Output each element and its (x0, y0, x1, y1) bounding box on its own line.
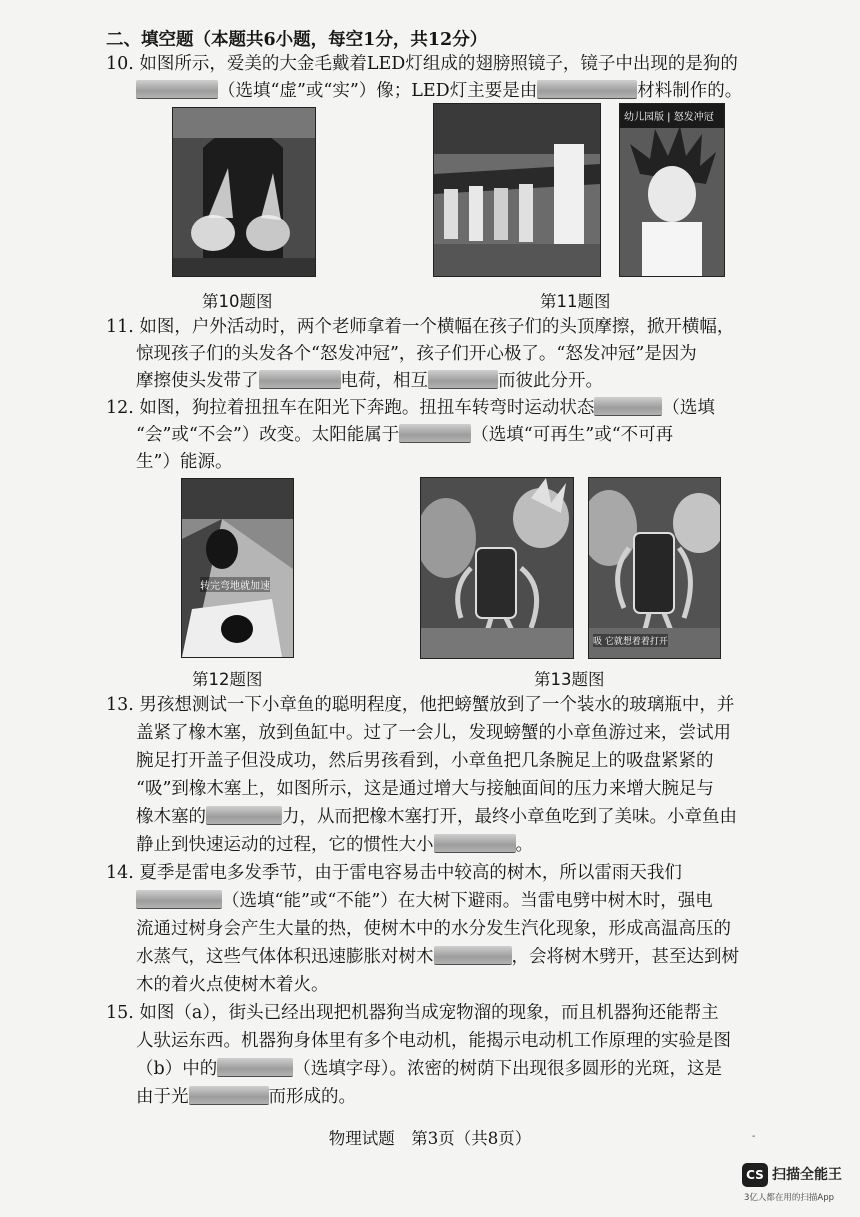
answer-blank (259, 370, 341, 389)
q13-line3: 腕足打开盖子但没成功，然后男孩看到，小章鱼把几条腕足上的吸盘紧紧的 (136, 751, 714, 771)
answer-blank (594, 397, 662, 416)
answer-blank (217, 1058, 293, 1077)
q10-line2 (136, 79, 742, 103)
q10-line1: 10. 如图所示，爱美的大金毛戴着LED灯组成的翅膀照镜子，镜子中出现的是狗的 (106, 54, 738, 74)
q15-line3-text-a: （b）中的 (136, 1059, 218, 1079)
q13-line4: “吸”到橡木塞上，如图所示，这是通过增大与接触面间的压力来增大腕足与 (136, 779, 714, 799)
fig13-caption: 第13题图 (534, 670, 605, 689)
scanner-app-name: 扫描全能王 (772, 1167, 842, 1183)
q14-line2-text-a: （选填“能”或“不能”）在大树下避雨。当雷电劈中树木时，强电 (222, 891, 713, 911)
fig11-overlay-text: 幼儿园版 | 怒发冲冠 (624, 112, 714, 123)
q13-line2: 盖紧了橡木塞，放到鱼缸中。过了一会儿，发现螃蟹的小章鱼游过来，尝试用 (136, 723, 731, 743)
answer-blank (434, 834, 516, 853)
q13-line6 (136, 833, 533, 857)
q14-line3: 流通过树身会产生大量的热，使树木中的水分发生汽化现象，形成高温高压的 (136, 919, 731, 939)
fig11-photo-girl-hair (619, 103, 725, 277)
fig10-caption: 第10题图 (202, 292, 273, 311)
fig13-photo-octopus-cork (588, 477, 721, 659)
page-footer: 物理试题 第3页（共8页） (328, 1129, 532, 1148)
q13-line5 (136, 805, 737, 829)
q13-line6-text-b: 。 (515, 835, 533, 855)
q14-line4-text-b: ，会将树木劈开，甚至达到树 (511, 947, 739, 967)
scanner-logo (742, 1163, 852, 1209)
q10-line2-text-a: （选填“虚”或“实”）像；LED灯主要是由 (218, 81, 538, 101)
q11-line3-text-c: 而彼此分开。 (498, 371, 603, 391)
q14-line2 (136, 889, 713, 913)
q15-line2: 人驮运东西。机器狗身体里有多个电动机，能揭示电动机工作原理的实验是图 (136, 1031, 731, 1051)
q12-line1-text-b: （选填 (662, 398, 715, 418)
fig13-overlay-text: 吸 它就想着着打开 (593, 634, 668, 647)
q10-line2-text-b: 材料制作的。 (637, 81, 743, 101)
answer-blank (434, 946, 512, 965)
q11-line3-text-b: 电荷，相互 (340, 371, 428, 391)
q11-line1: 11. 如图，户外活动时，两个老师拿着一个横幅在孩子们的头顶摩擦，掀开横幅， (106, 317, 735, 337)
q11-line2: 惊现孩子们的头发各个“怒发冲冠”，孩子们开心极了。“怒发冲冠”是因为 (136, 344, 697, 364)
q11-line3 (136, 369, 603, 393)
fig11-photo-kids-banner (433, 103, 601, 277)
q15-line4 (136, 1085, 356, 1109)
answer-blank (399, 424, 471, 443)
q12-line1 (106, 396, 715, 420)
answer-blank (136, 80, 218, 99)
fig12-overlay-text: 转完弯地就加速 (200, 577, 270, 592)
q13-line1: 13. 男孩想测试一下小章鱼的聪明程度，他把螃蟹放到了一个装水的玻璃瓶中，并 (106, 695, 735, 715)
q13-line5-text-b: 力，从而把橡木塞打开，最终小章鱼吃到了美味。小章鱼由 (282, 807, 737, 827)
q12-line3: 生”）能源。 (136, 452, 233, 472)
q13-line6-text-a: 静止到快速运动的过程，它的惯性大小 (136, 835, 434, 855)
fig11-caption: 第11题图 (540, 292, 611, 311)
q13-line5-text-a: 橡木塞的 (136, 807, 206, 827)
answer-blank (537, 80, 637, 99)
scanner-slogan: 3亿人都在用的扫描App (744, 1193, 835, 1203)
q15-line4-text-b: 而形成的。 (268, 1087, 356, 1107)
q11-line3-text-a: 摩擦使头发带了 (136, 371, 259, 391)
q12-line2-text-b: （选填“可再生”或“不可再 (471, 425, 674, 445)
q15-line3-text-b: （选填字母）。浓密的树荫下出现很多圆形的光斑，这是 (293, 1059, 722, 1079)
fig12-photo-dog-cart (181, 478, 294, 658)
fig10-photo-dog-mirror (172, 107, 316, 277)
answer-blank (206, 806, 282, 825)
section-heading: 二、填空题（本题共6小题，每空1分，共12分） (106, 30, 488, 50)
cs-logo-icon: CS (742, 1163, 768, 1187)
fig13-photo-octopus-bottle (420, 477, 574, 659)
q12-line1-text-a: 12. 如图，狗拉着扭扭车在阳光下奔跑。扭扭车转弯时运动状态 (106, 398, 595, 418)
answer-blank (136, 890, 222, 909)
q15-line1: 15. 如图（a），街头已经出现把机器狗当成宠物溜的现象，而且机器狗还能帮主 (106, 1003, 719, 1023)
q12-line2-text-a: “会”或“不会”）改变。太阳能属于 (136, 425, 400, 445)
q15-line4-text-a: 由于光 (136, 1087, 189, 1107)
fig12-caption: 第12题图 (192, 670, 263, 689)
answer-blank (428, 370, 498, 389)
q12-line2 (136, 423, 673, 447)
q15-line3 (136, 1057, 722, 1081)
q14-line4 (136, 945, 739, 969)
q14-line4-text-a: 水蒸气，这些气体体积迅速膨胀对树木 (136, 947, 434, 967)
answer-blank (189, 1086, 269, 1105)
corner-mark: - (752, 1131, 756, 1142)
q14-line1: 14. 夏季是雷电多发季节，由于雷电容易击中较高的树木，所以雷雨天我们 (106, 863, 682, 883)
q14-line5: 木的着火点使树木着火。 (136, 975, 329, 995)
